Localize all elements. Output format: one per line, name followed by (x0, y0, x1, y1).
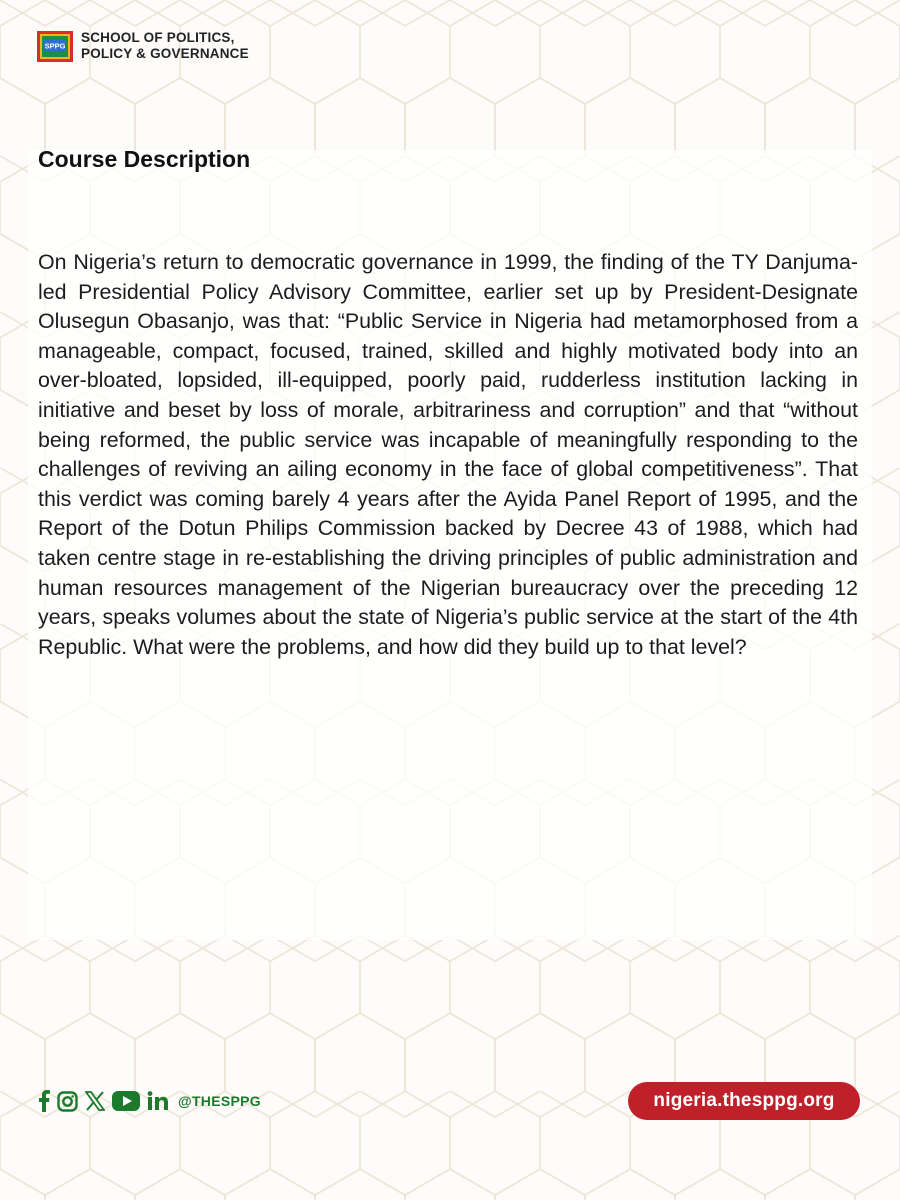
page-title: Course Description (38, 146, 251, 172)
course-description-text: On Nigeria’s return to democratic governance in 1999, the finding of the TY Danjuma-led Presidential Policy Advisory Committee, earlier set up by President-Designate Olusegun Obasanjo, was that: “Public Service in Nigeria had metamorphosed from a manageable, compact, focused, trained, skilled and highly motivated body into an over-bloated, lopsided, ill-equipped, poorly paid, rudderless institution lacking in initiative and beset by loss of morale, arbitrariness and corruption” and that “without being reformed, the public service was incapable of meaningfully responding to the challenges of reviving an ailing economy in the face of global competitiveness”. That this verdict was coming barely 4 years after the Ayida Panel Report of 1995, and the Report of the Dotun Philips Commission backed by Decree 43 of 1988, which had taken centre stage in re-establishing the driving principles of public administration and human resources management of the Nigerian bureaucracy over the preceding 12 years, speaks volumes about the state of Nigeria’s public service at the start of the 4th Republic. What were the problems, and how did they build up to that level? (38, 250, 858, 659)
website-link[interactable] (628, 1082, 860, 1120)
sppg-logo-mark (36, 28, 74, 64)
logo-line-2: POLICY & GOVERNANCE (81, 46, 249, 61)
sppg-logo[interactable] (36, 28, 249, 64)
logo-line-1: SCHOOL OF POLITICS, (81, 30, 235, 45)
x-icon[interactable] (85, 1091, 105, 1111)
social-links (38, 1088, 261, 1114)
instagram-icon[interactable] (57, 1091, 78, 1112)
facebook-icon[interactable] (38, 1090, 50, 1112)
linkedin-icon[interactable] (147, 1091, 169, 1111)
logo-wordmark (81, 30, 249, 62)
logo-mark-text: SPPG (44, 41, 66, 51)
social-handle[interactable]: @THESPPG (178, 1093, 261, 1109)
website-url: nigeria.thesppg.org (653, 1090, 835, 1111)
youtube-icon[interactable] (112, 1091, 140, 1111)
